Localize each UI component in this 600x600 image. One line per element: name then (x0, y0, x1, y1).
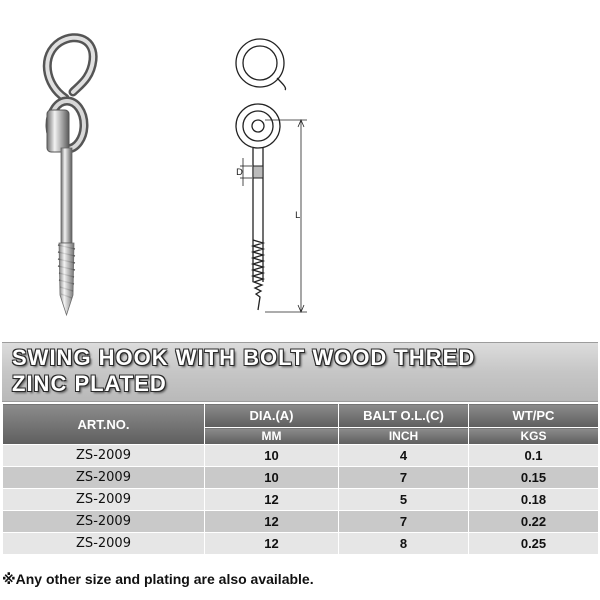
cell-wt: 0.18 (469, 489, 599, 511)
cell-art-no: ZS-2009 (3, 445, 205, 467)
technical-drawing (225, 30, 335, 330)
length-label: L (295, 211, 301, 221)
cell-dia: 12 (205, 489, 339, 511)
cell-balt: 4 (339, 445, 469, 467)
table-header-row (3, 404, 599, 428)
cell-art-no: ZS-2009 (3, 489, 205, 511)
product-title-line2: ZINC PLATED (12, 371, 167, 396)
table-row (3, 511, 599, 533)
cell-wt: 0.15 (469, 467, 599, 489)
header-wt: WT/PC (469, 404, 599, 428)
unit-wt: KGS (469, 428, 599, 445)
cell-wt: 0.1 (469, 445, 599, 467)
cell-art-no: ZS-2009 (3, 467, 205, 489)
cell-balt: 5 (339, 489, 469, 511)
spec-table (2, 403, 599, 555)
table-row (3, 489, 599, 511)
unit-dia: MM (205, 428, 339, 445)
cell-dia: 12 (205, 533, 339, 555)
cell-art-no: ZS-2009 (3, 511, 205, 533)
product-title-line1: SWING HOOK WITH BOLT WOOD THRED (12, 345, 476, 370)
unit-balt: INCH (339, 428, 469, 445)
cell-wt: 0.25 (469, 533, 599, 555)
cell-balt: 7 (339, 511, 469, 533)
table-row (3, 533, 599, 555)
cell-dia: 10 (205, 467, 339, 489)
header-balt: BALT O.L.(C) (339, 404, 469, 428)
header-dia: DIA.(A) (205, 404, 339, 428)
cell-balt: 7 (339, 467, 469, 489)
header-art-no: ART.NO. (3, 404, 205, 445)
diameter-label: D (236, 168, 243, 178)
product-photo (25, 30, 135, 320)
product-title-band (2, 342, 598, 402)
cell-art-no: ZS-2009 (3, 533, 205, 555)
cell-balt: 8 (339, 533, 469, 555)
availability-note: ※Any other size and plating are also available. (2, 571, 314, 587)
table-row (3, 467, 599, 489)
cell-dia: 10 (205, 445, 339, 467)
cell-dia: 12 (205, 511, 339, 533)
table-row (3, 445, 599, 467)
cell-wt: 0.22 (469, 511, 599, 533)
